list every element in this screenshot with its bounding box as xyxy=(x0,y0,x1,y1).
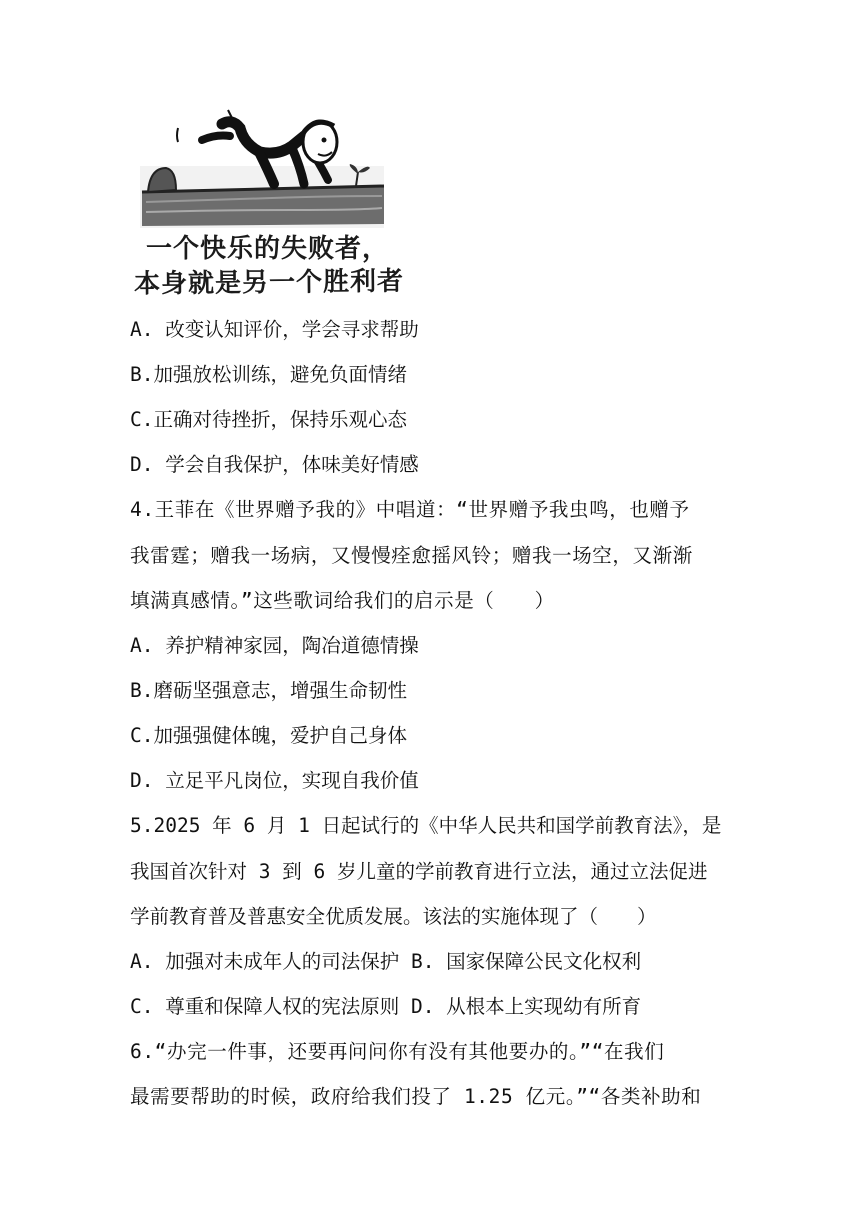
q6-stem-line-1: 6.“办完一件事，还要再问问你有没有其他要办的。”“在我们 xyxy=(130,1040,665,1063)
cartoon-caption-line-2: 本身就是另一个胜利者 xyxy=(133,266,405,300)
q4-option-d: D. 立足平凡岗位，实现自我价值 xyxy=(130,769,419,792)
q5-stem-line-2: 我国首次针对 3 到 6 岁儿童的学前教育进行立法，通过立法促进 xyxy=(130,860,708,883)
q4-stem-line-1: 4.王菲在《世界赠予我的》中唱道：“世界赠予我虫鸣，也赠予 xyxy=(130,498,690,521)
q4-stem-line-3: 填满真感情。”这些歌词给我们的启示是（ ） xyxy=(130,589,555,612)
q5-stem-line-3: 学前教育普及普惠安全优质发展。该法的实施体现了（ ） xyxy=(130,905,657,928)
cartoon-caption-line-1: 一个快乐的失败者， xyxy=(146,234,390,264)
q4-option-b: B.磨砺坚强意志，增强生命韧性 xyxy=(130,679,407,702)
q4-stem-line-2: 我雷霆；赠我一场病，又慢慢痊愈摇风铃；赠我一场空，又渐渐 xyxy=(130,544,693,567)
q4-option-c: C.加强强健体魄，爱护自己身体 xyxy=(130,724,407,747)
q3-option-c: C.正确对待挫折，保持乐观心态 xyxy=(130,408,407,431)
q3-option-a: A. 改变认知评价，学会寻求帮助 xyxy=(130,318,419,341)
q5-option-ab: A. 加强对未成年人的司法保护 B. 国家保障公民文化权利 xyxy=(130,950,642,973)
q4-option-a: A. 养护精神家园，陶冶道德情操 xyxy=(130,634,419,657)
q3-option-b: B.加强放松训练，避免负面情绪 xyxy=(130,363,407,386)
q6-stem-line-2: 最需要帮助的时候，政府给我们投了 1.25 亿元。”“各类补助和 xyxy=(130,1085,702,1108)
q5-stem-line-1: 5.2025 年 6 月 1 日起试行的《中华人民共和国学前教育法》，是 xyxy=(130,814,722,837)
q5-option-cd: C. 尊重和保障人权的宪法原则 D. 从根本上实现幼有所育 xyxy=(130,995,642,1018)
q3-option-d: D. 学会自我保护，体味美好情感 xyxy=(130,453,419,476)
